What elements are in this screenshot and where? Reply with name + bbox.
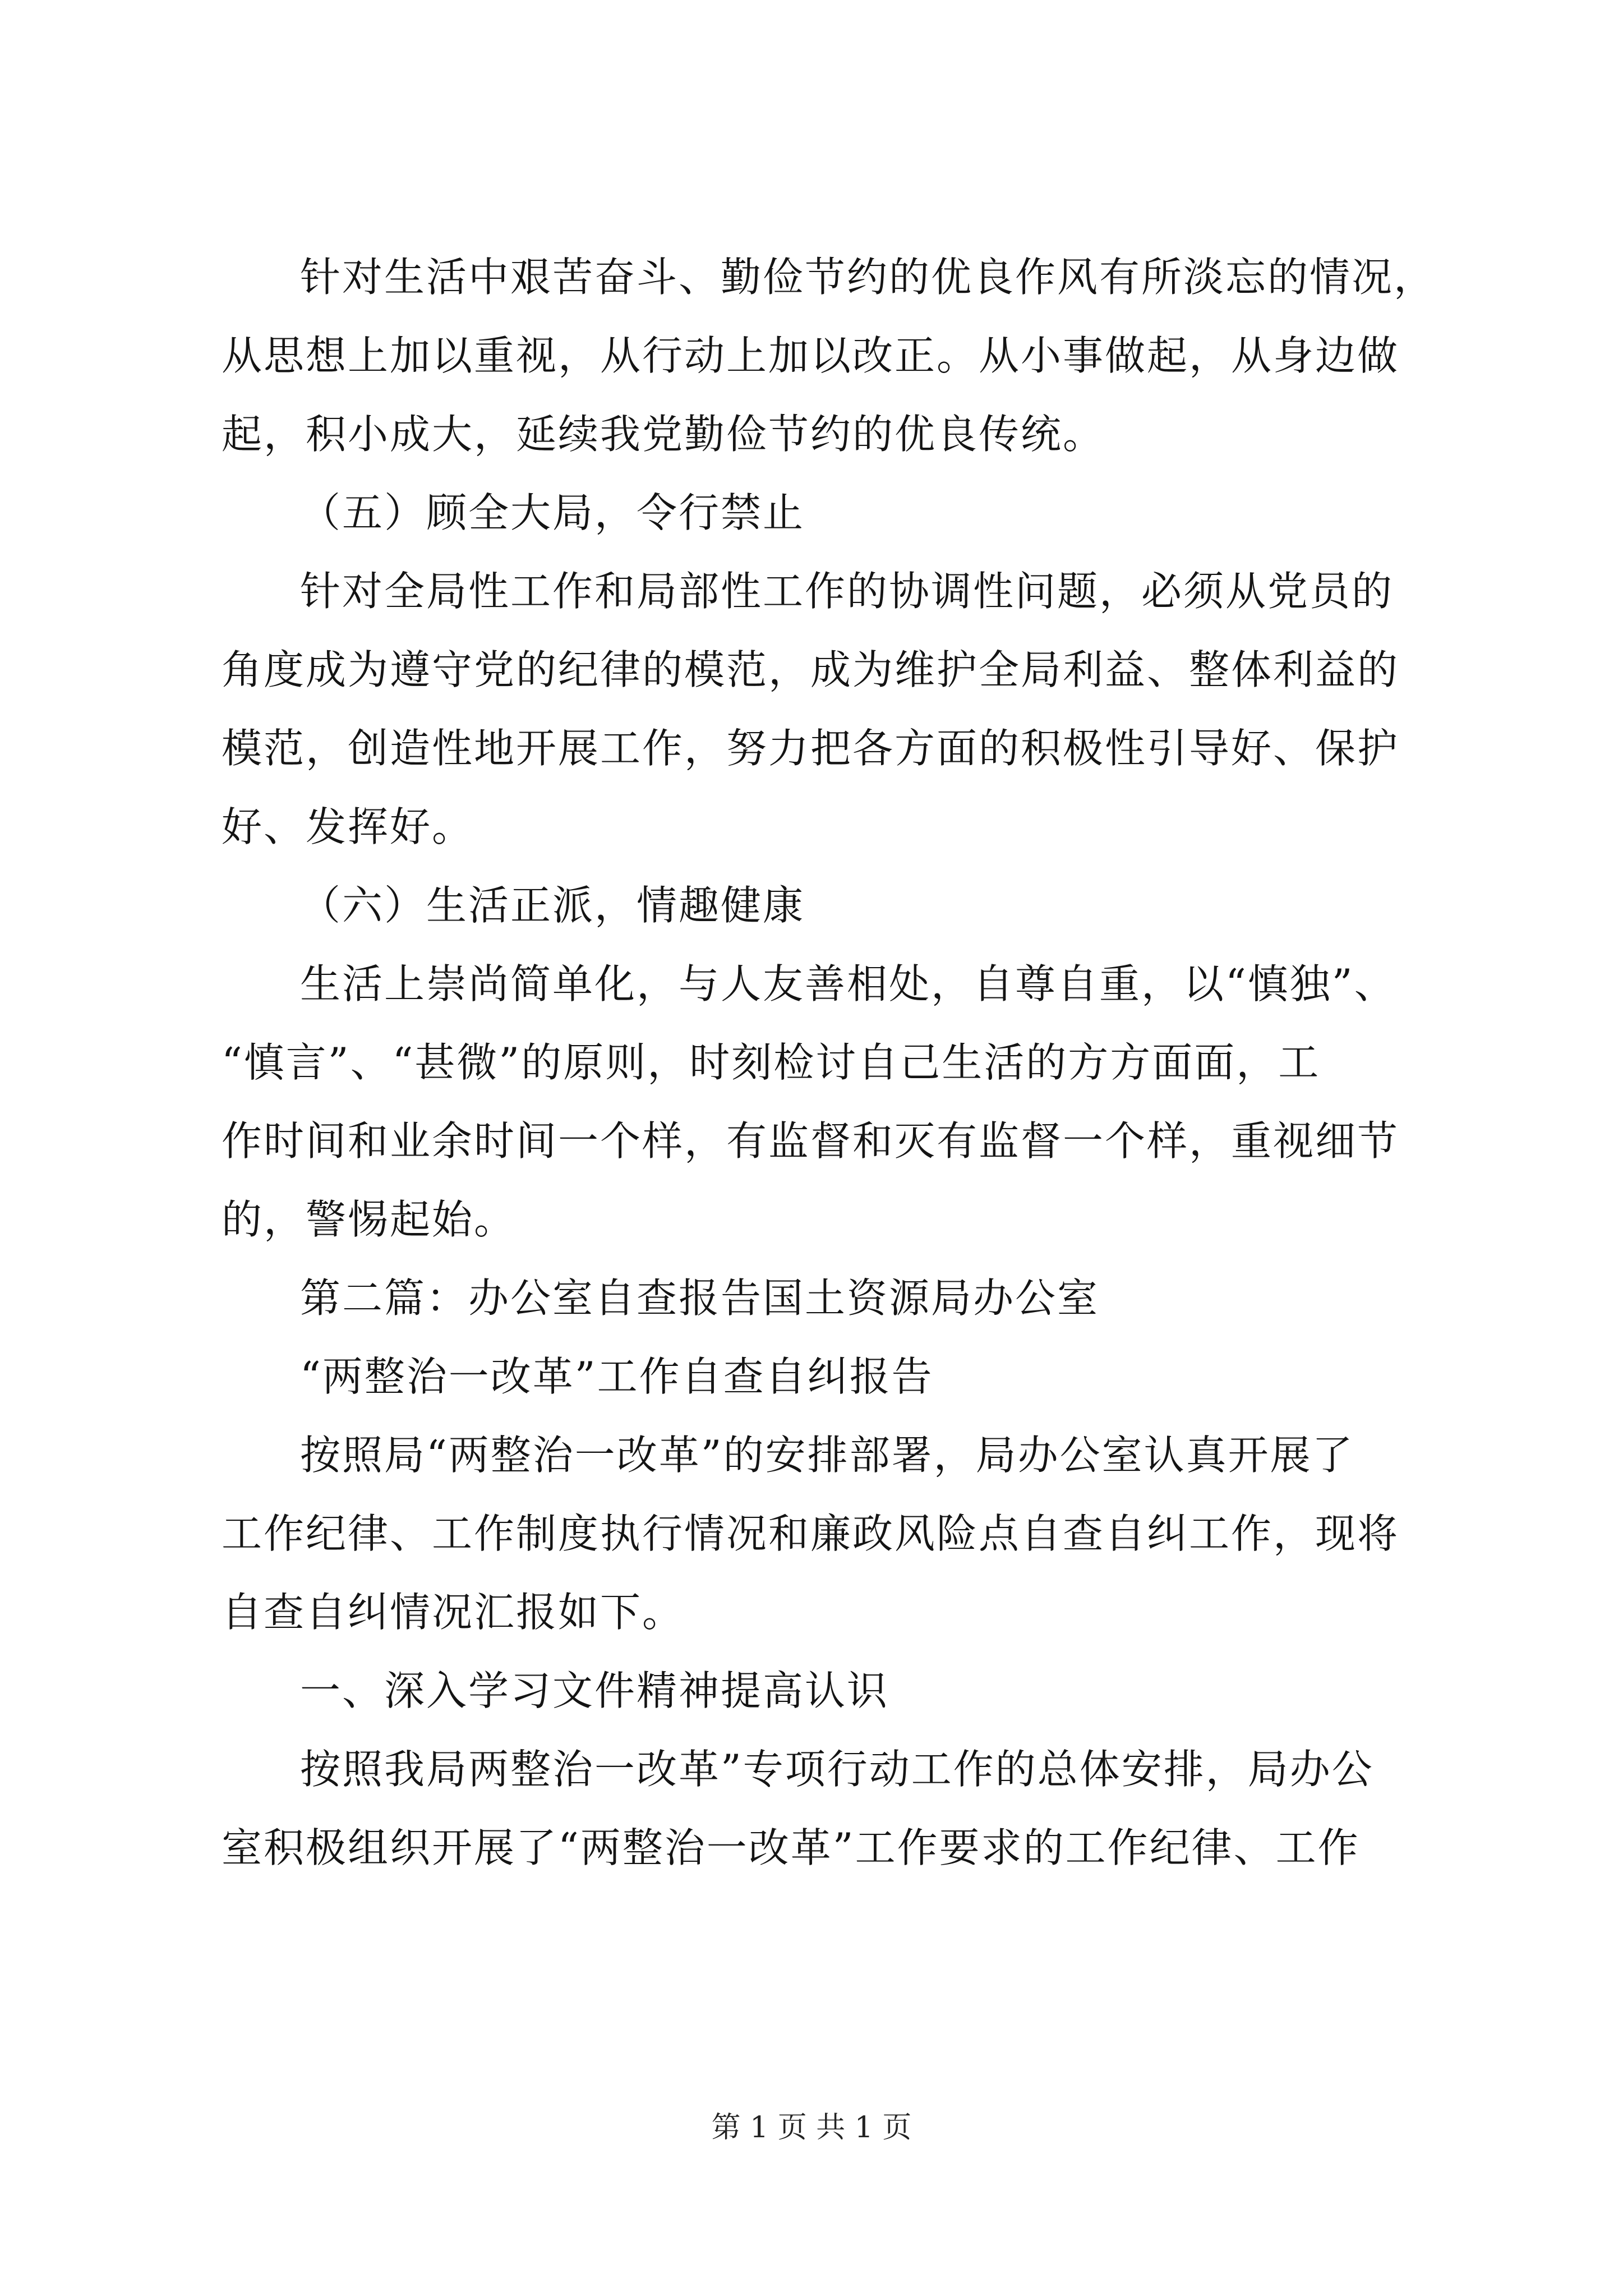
text-line: 室积极组织开展了“两整治一改革”工作要求的工作纪律、工作 <box>222 1824 1360 1871</box>
text-line: 针对全局性工作和局部性工作的协调性问题，必须从党员的 <box>300 568 1394 615</box>
text-line: 按照局“两整治一改革”的安排部署，局办公室认真开展了 <box>300 1432 1354 1479</box>
text-line: 按照我局两整治一改革”专项行动工作的总体安排，局办公 <box>300 1746 1374 1793</box>
text-line: 角度成为遵守党的纪律的模范，成为维护全局利益、整体利益的 <box>222 646 1400 693</box>
text-line: 起，积小成大，延续我党勤俭节约的优良传统。 <box>222 411 1105 458</box>
text-line: 针对生活中艰苦奋斗、勤俭节约的优良作风有所淡忘的情况， <box>300 254 1436 301</box>
text-line: 从思想上加以重视，从行动上加以改正。从小事做起，从身边做 <box>222 332 1400 379</box>
text-line: 模范，创造性地开展工作，努力把各方面的积极性引导好、保护 <box>222 725 1400 772</box>
page-number-footer: 第 1 页 共 1 页 <box>711 2111 912 2145</box>
text-line: 工作纪律、工作制度执行情况和廉政风险点自查自纠工作，现将 <box>222 1510 1400 1557</box>
section-heading: 一、深入学习文件精神提高认识 <box>300 1667 889 1714</box>
text-line: 自查自纠情况汇报如下。 <box>222 1589 685 1636</box>
chapter-subtitle: “两整治一改革”工作自查自纠报告 <box>300 1353 934 1400</box>
text-line: 好、发挥好。 <box>222 803 474 850</box>
text-line: 作时间和业余时间一个样，有监督和灭有监督一个样，重视细节 <box>222 1117 1400 1165</box>
text-line: 的，警惕起始。 <box>222 1196 517 1243</box>
text-line: “慎言”、“甚微”的原则，时刻检讨自己生活的方方面面，工 <box>222 1039 1321 1086</box>
text-line: 生活上崇尚简单化，与人友善相处，自尊自重，以“慎独”、 <box>300 960 1396 1007</box>
section-heading: （五）顾全大局，令行禁止 <box>300 489 805 536</box>
chapter-title: 第二篇：办公室自查报告国土资源局办公室 <box>300 1274 1100 1322</box>
section-heading: （六）生活正派，情趣健康 <box>300 882 805 929</box>
